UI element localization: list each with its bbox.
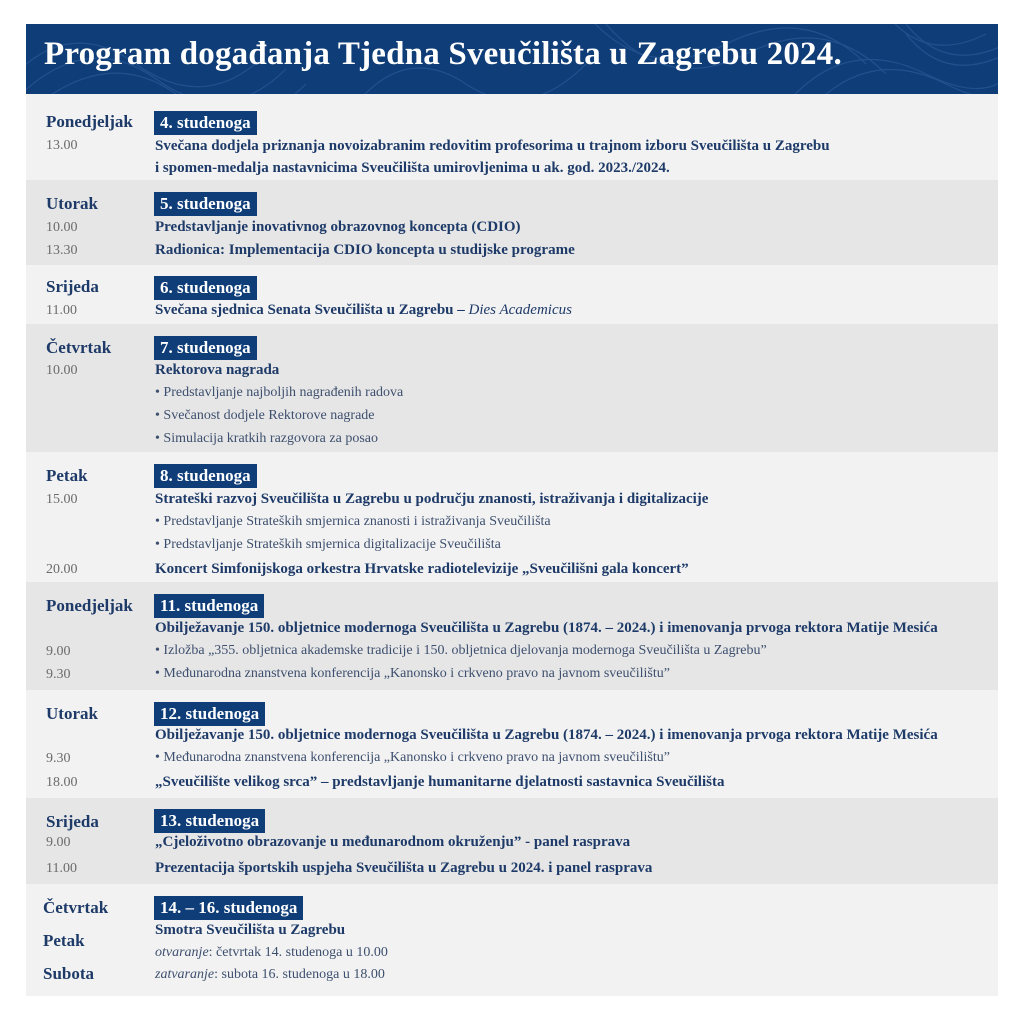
event-time: 9.00 <box>46 835 71 850</box>
event-subitem: otvaranje: četvrtak 14. studenoga u 10.00 <box>155 945 388 960</box>
day-block-nov-14-16 <box>26 884 998 996</box>
day-name: Ponedjeljak <box>46 596 133 615</box>
page-title: Program događanja Tjedna Sveučilišta u Zagrebu 2024. <box>44 36 842 72</box>
day-block-nov-12 <box>26 690 998 798</box>
event-subitem: • Predstavljanje najboljih nagrađenih radova <box>155 385 404 400</box>
event-time: 18.00 <box>46 775 78 790</box>
day-name: Ponedjeljak <box>46 112 133 131</box>
event-subitem: • Međunarodna znanstvena konferencija „Kanonsko i crkveno pravo na javnom sveučilištu” <box>155 666 670 681</box>
event-title: „Sveučilište velikog srca” – predstavljanje humanitarne djelatnosti sastavnica Sveučilišta <box>155 774 725 790</box>
event-title: Obilježavanje 150. obljetnice modernoga Sveučilišta u Zagrebu (1874. – 2024.) i imenovanja prvoga rektora Matije Mesića <box>155 620 938 636</box>
event-time: 9.30 <box>46 751 71 766</box>
header-banner <box>26 24 998 94</box>
day-name: Utorak <box>46 194 98 213</box>
date-badge: 8. studenoga <box>154 464 257 488</box>
date-badge: 12. studenoga <box>154 702 265 726</box>
event-time: 10.00 <box>46 363 78 378</box>
date-badge: 5. studenoga <box>154 192 257 216</box>
event-title: i spomen-medalja nastavnicima Sveučilišta umirovljenima u ak. god. 2023./2024. <box>155 160 670 176</box>
event-title: Predstavljanje inovativnog obrazovnog koncepta (CDIO) <box>155 219 521 235</box>
event-time: 10.00 <box>46 220 78 235</box>
day-block-nov-8 <box>26 452 998 582</box>
event-time: 13.30 <box>46 243 78 258</box>
day-block-nov-6 <box>26 265 998 324</box>
day-block-nov-5 <box>26 180 998 265</box>
day-name: Četvrtak <box>46 338 112 357</box>
day-name: Subota <box>43 964 95 983</box>
date-badge: 6. studenoga <box>154 276 257 300</box>
event-subitem: zatvaranje: subota 16. studenoga u 18.00 <box>155 967 385 982</box>
event-time: 13.00 <box>46 138 78 153</box>
day-block-nov-13 <box>26 798 998 884</box>
event-title: Obilježavanje 150. obljetnice modernoga Sveučilišta u Zagrebu (1874. – 2024.) i imenovanja prvoga rektora Matije Mesića <box>155 727 938 743</box>
date-badge: 14. – 16. studenoga <box>154 896 303 920</box>
event-title: Rektorova nagrada <box>155 362 280 378</box>
event-title: Svečana sjednica Senata Sveučilišta u Zagrebu – Dies Academicus <box>155 302 572 318</box>
day-name: Četvrtak <box>43 898 109 917</box>
event-subitem: • Predstavljanje Strateških smjernica znanosti i istraživanja Sveučilišta <box>155 514 551 529</box>
day-block-nov-7 <box>26 324 998 452</box>
day-block-nov-11 <box>26 582 998 690</box>
day-name: Petak <box>43 931 85 950</box>
date-badge: 13. studenoga <box>154 809 265 833</box>
event-subitem: • Predstavljanje Strateških smjernica digitalizacije Sveučilišta <box>155 537 501 552</box>
event-time: 20.00 <box>46 562 78 577</box>
event-title: Koncert Simfonijskoga orkestra Hrvatske radiotelevizije „Sveučilišni gala koncert” <box>155 561 689 577</box>
event-time: 15.00 <box>46 492 78 507</box>
event-subitem: • Izložba „355. obljetnica akademske tradicije i 150. obljetnica djelovanja modernoga Sveučilišta u Zagrebu” <box>155 643 767 658</box>
date-badge: 7. studenoga <box>154 336 257 360</box>
event-subitem: • Svečanost dodjele Rektorove nagrade <box>155 408 375 423</box>
event-title: Smotra Sveučilišta u Zagrebu <box>155 922 346 938</box>
program-page <box>26 24 998 996</box>
date-badge: 11. studenoga <box>154 594 264 618</box>
event-title: Prezentacija športskih uspjeha Sveučilišta u Zagrebu u 2024. i panel rasprava <box>155 860 653 876</box>
day-name: Petak <box>46 466 88 485</box>
day-name: Srijeda <box>46 277 99 296</box>
day-name: Srijeda <box>46 812 99 831</box>
day-block-nov-4 <box>26 94 998 180</box>
date-badge: 4. studenoga <box>154 111 257 135</box>
event-title: Strateški razvoj Sveučilišta u Zagrebu u području znanosti, istraživanja i digitalizacije <box>155 491 709 507</box>
event-title: Radionica: Implementacija CDIO koncepta u studijske programe <box>155 242 575 258</box>
event-subitem: • Simulacija kratkih razgovora za posao <box>155 431 378 446</box>
event-time: 9.00 <box>46 644 71 659</box>
day-name: Utorak <box>46 704 98 723</box>
event-title: Svečana dodjela priznanja novoizabranim redovitim profesorima u trajnom izboru Sveučilišta u Zagrebu <box>155 138 830 154</box>
event-time: 9.30 <box>46 667 71 682</box>
event-time: 11.00 <box>46 303 77 318</box>
event-title: „Cjeloživotno obrazovanje u međunarodnom okruženju” - panel rasprava <box>155 834 631 850</box>
event-time: 11.00 <box>46 861 77 876</box>
event-subitem: • Međunarodna znanstvena konferencija „Kanonsko i crkveno pravo na javnom sveučilištu” <box>155 750 670 765</box>
